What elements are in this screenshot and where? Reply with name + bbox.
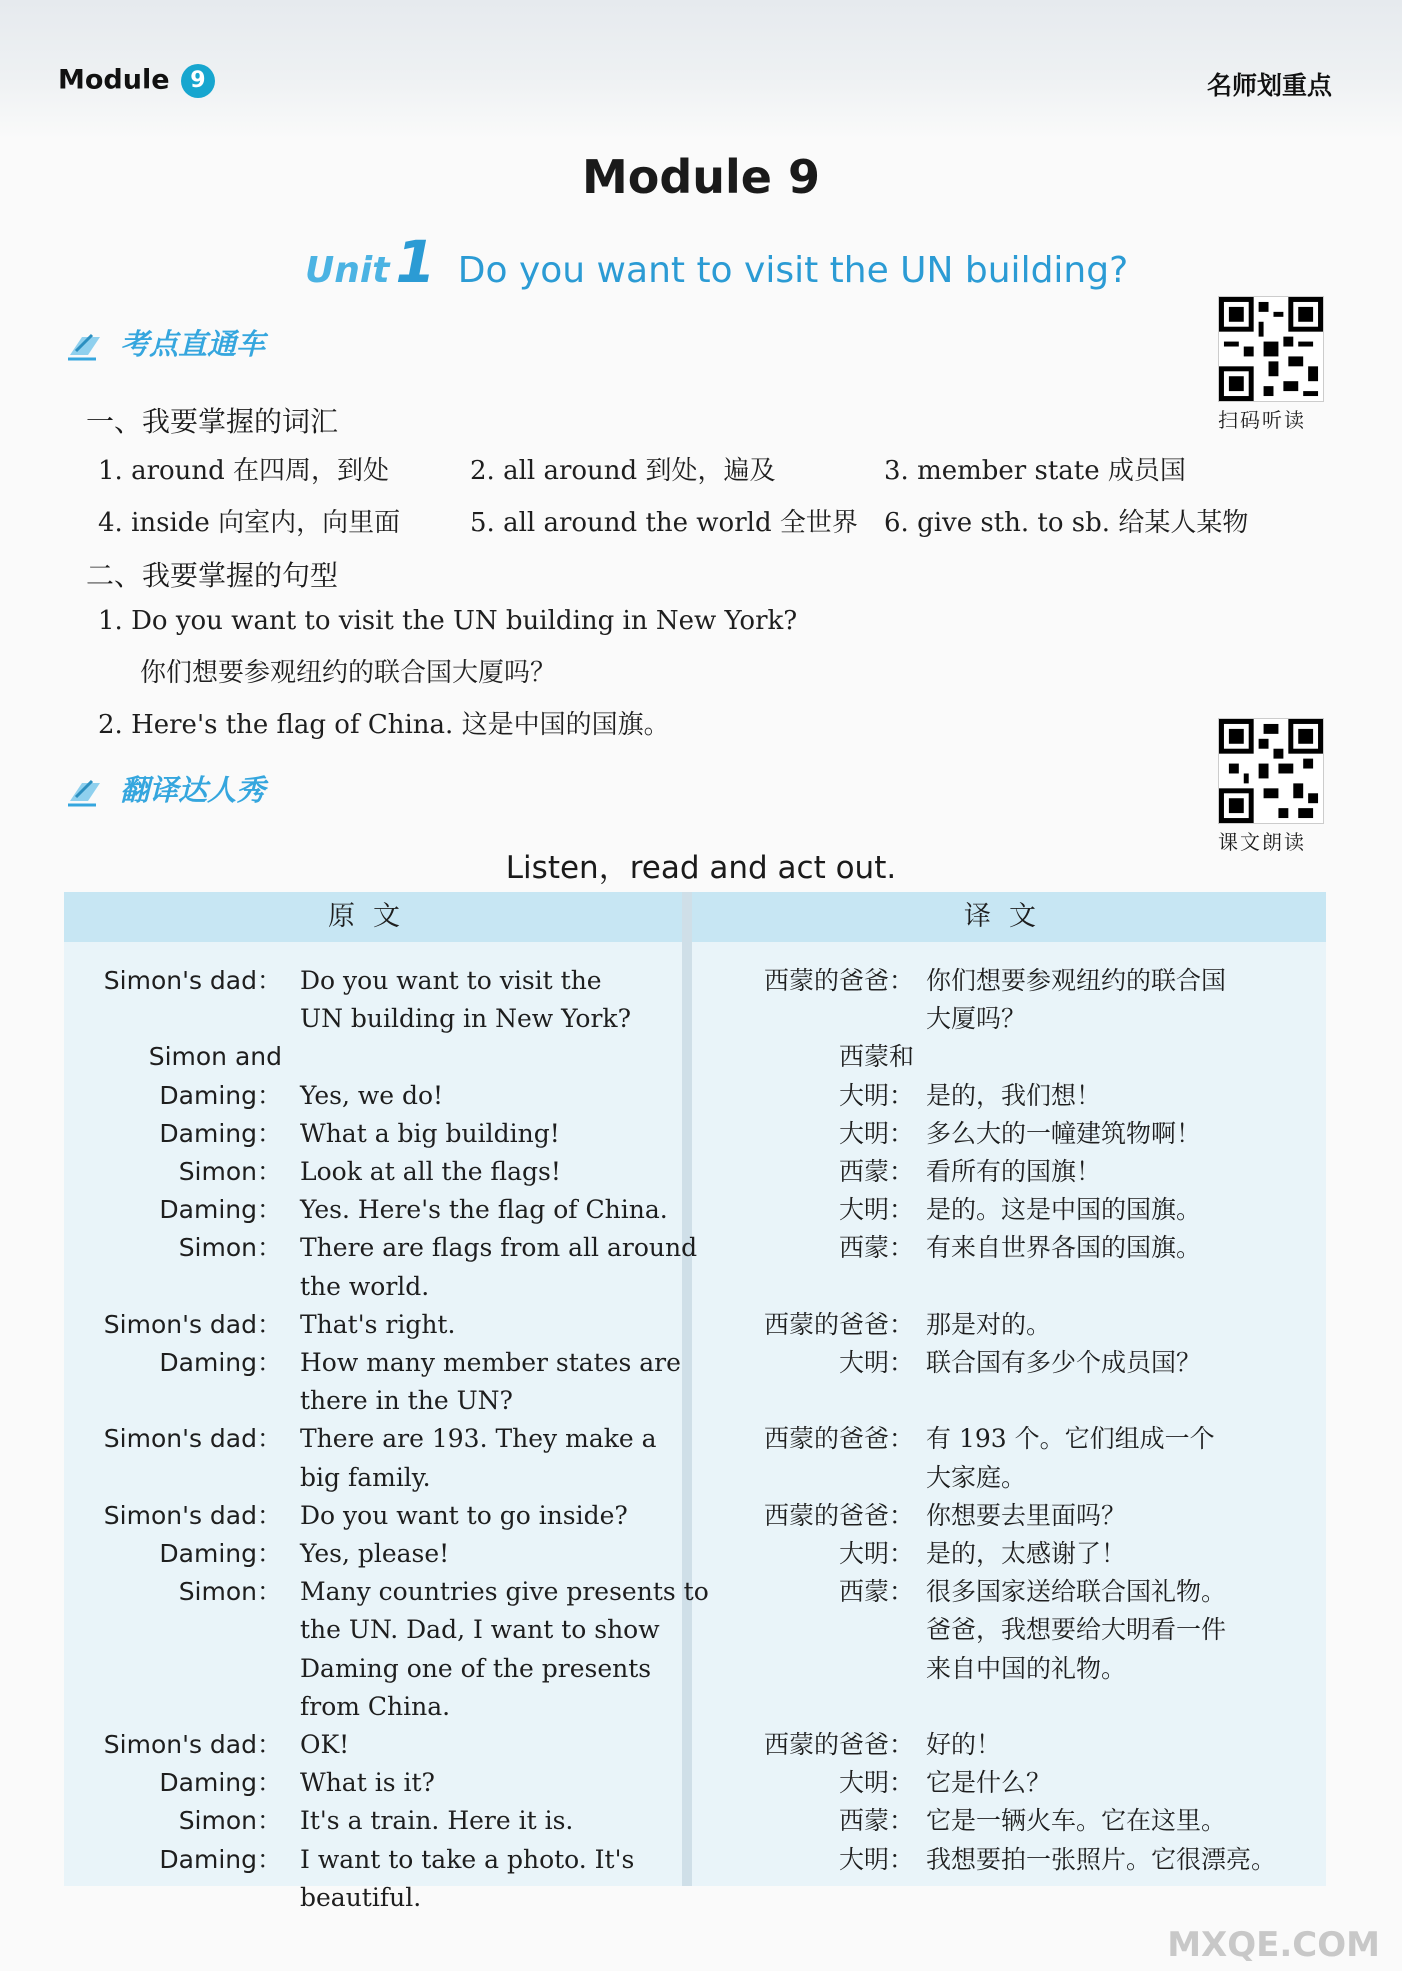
module-tag bbox=[58, 64, 215, 98]
watermark: MXQE.COM bbox=[1167, 1925, 1380, 1965]
dialogue-line-en: Yes, please! bbox=[300, 1539, 450, 1568]
dialogue-line-en: Look at all the flags! bbox=[300, 1157, 561, 1186]
speaker-label-zh: 西蒙： bbox=[838, 1233, 914, 1263]
speaker-label: Simon and bbox=[148, 1042, 282, 1072]
dialogue-table bbox=[64, 892, 1326, 1912]
dialogue-line-zh: 多么大的一幢建筑物啊！ bbox=[926, 1118, 1202, 1148]
speaker-label: Simon： bbox=[178, 1577, 282, 1607]
dialogue-line-en: UN building in New York? bbox=[300, 1004, 631, 1034]
speaker-label-zh: 西蒙： bbox=[838, 1577, 914, 1607]
section-heading-translation bbox=[66, 768, 265, 809]
speaker-label-zh: 大明： bbox=[838, 1539, 914, 1568]
unit-number: 1 bbox=[395, 228, 436, 296]
dialogue-line-zh: 我想要拍一张照片。它很漂亮。 bbox=[926, 1844, 1277, 1874]
vocab-item: 1. around 在四周，到处 bbox=[98, 456, 390, 486]
sentence-heading: 二、我要掌握的句型 bbox=[86, 559, 339, 592]
dialogue-line-en: big family. bbox=[300, 1462, 431, 1492]
speaker-label-zh: 西蒙的爸爸： bbox=[763, 966, 914, 995]
dialogue-line-en: the UN. Dad, I want to show bbox=[300, 1615, 660, 1645]
dialogue-line-zh: 大厦吗？ bbox=[926, 1004, 1027, 1034]
dialogue-line-zh: 你们想要参观纽约的联合国 bbox=[926, 966, 1227, 995]
dialogue-line-zh: 那是对的。 bbox=[926, 1309, 1052, 1339]
vocab-item: 4. inside 向室内，向里面 bbox=[98, 508, 401, 538]
module-label: Module bbox=[58, 64, 170, 96]
speaker-label: Daming： bbox=[159, 1844, 282, 1874]
header-right-label: 名师划重点 bbox=[1206, 71, 1332, 100]
column-header-original: 原文 bbox=[64, 892, 682, 942]
speaker-label-zh: 西蒙的爸爸： bbox=[763, 1424, 914, 1454]
dialogue-line-en: from China. bbox=[300, 1691, 451, 1721]
speaker-label: Simon： bbox=[178, 1157, 282, 1186]
speaker-label: Daming： bbox=[159, 1118, 282, 1148]
vocab-item: 6. give sth. to sb. 给某人某物 bbox=[884, 508, 1249, 538]
dialogue-line-zh: 它是一辆火车。它在这里。 bbox=[926, 1806, 1227, 1836]
dialogue-line-en: What is it? bbox=[300, 1768, 435, 1798]
qr-caption-listen: 扫码听读 bbox=[1218, 408, 1306, 432]
dialogue-line-zh: 它是什么？ bbox=[926, 1768, 1052, 1798]
module-number-badge: 9 bbox=[181, 64, 215, 98]
dialogue-line-en: Yes. Here's the flag of China. bbox=[300, 1195, 668, 1225]
dialogue-instruction: Listen，read and act out. bbox=[505, 850, 897, 886]
sentence-1-english: 1. Do you want to visit the UN building in New York? bbox=[98, 606, 798, 636]
dialogue-line-zh: 是的，太感谢了！ bbox=[926, 1539, 1127, 1568]
dialogue-line-en: beautiful. bbox=[300, 1882, 422, 1912]
vocab-item: 3. member state 成员国 bbox=[884, 456, 1186, 486]
qr-code-listen[interactable] bbox=[1218, 296, 1324, 402]
speaker-label-zh: 大明： bbox=[838, 1768, 914, 1798]
dialogue-line-en: Yes, we do! bbox=[300, 1080, 444, 1110]
vocab-heading: 一、我要掌握的词汇 bbox=[86, 405, 339, 438]
dialogue-line-zh: 大家庭。 bbox=[926, 1462, 1027, 1492]
dialogue-line-en: It's a train. Here it is. bbox=[300, 1806, 574, 1836]
dialogue-line-en: How many member states are bbox=[300, 1348, 681, 1377]
speaker-label: Daming： bbox=[159, 1080, 282, 1110]
unit-heading bbox=[305, 228, 1128, 296]
dialogue-line-zh: 看所有的国旗！ bbox=[926, 1157, 1102, 1186]
section-title: 考点直通车 bbox=[120, 327, 266, 361]
speaker-label: Simon： bbox=[178, 1806, 282, 1836]
qr-caption-reading: 课文朗读 bbox=[1218, 830, 1306, 854]
dialogue-line-en: Do you want to visit the bbox=[300, 966, 602, 995]
dialogue-line-en: What a big building! bbox=[300, 1118, 560, 1148]
speaker-label: Daming： bbox=[159, 1195, 282, 1225]
dialogue-line-zh: 爸爸，我想要给大明看一件 bbox=[926, 1615, 1227, 1645]
speaker-label: Simon's dad： bbox=[103, 1500, 282, 1530]
dialogue-line-zh: 联合国有多少个成员国？ bbox=[926, 1348, 1202, 1377]
vocab-item: 2. all around 到处，遍及 bbox=[470, 456, 776, 486]
speaker-label: Daming： bbox=[159, 1348, 282, 1377]
dialogue-line-zh: 很多国家送给联合国礼物。 bbox=[926, 1577, 1227, 1607]
dialogue-line-zh: 好的！ bbox=[926, 1730, 1002, 1759]
dialogue-line-en: There are flags from all around bbox=[300, 1233, 698, 1263]
dialogue-line-en: I want to take a photo. It's bbox=[300, 1844, 635, 1874]
section-heading-key-points bbox=[66, 322, 265, 363]
sentence-1-chinese: 你们想要参观纽约的联合国大厦吗？ bbox=[140, 658, 557, 688]
dialogue-line-en: OK! bbox=[300, 1730, 350, 1759]
dialogue-line-en: There are 193. They make a bbox=[300, 1424, 657, 1454]
speaker-label: Simon's dad： bbox=[103, 1730, 282, 1759]
dialogue-line-en: Many countries give presents to bbox=[300, 1577, 709, 1607]
pencil-book-icon bbox=[66, 331, 104, 361]
speaker-label-zh: 大明： bbox=[838, 1118, 914, 1148]
dialogue-line-en: Do you want to go inside? bbox=[300, 1500, 628, 1530]
speaker-label-zh: 西蒙的爸爸： bbox=[763, 1309, 914, 1339]
speaker-label: Simon： bbox=[178, 1233, 282, 1263]
speaker-label-zh: 大明： bbox=[838, 1080, 914, 1110]
sentence-2: 2. Here's the flag of China. 这是中国的国旗。 bbox=[98, 710, 670, 740]
speaker-label: Daming： bbox=[159, 1768, 282, 1798]
speaker-label-zh: 西蒙和 bbox=[838, 1042, 914, 1072]
speaker-label-zh: 西蒙： bbox=[838, 1157, 914, 1186]
dialogue-line-en: Daming one of the presents bbox=[300, 1653, 652, 1683]
dialogue-line-zh: 来自中国的礼物。 bbox=[926, 1653, 1127, 1683]
dialogue-line-zh: 你想要去里面吗？ bbox=[926, 1500, 1127, 1530]
dialogue-line-en: the world. bbox=[300, 1271, 430, 1301]
dialogue-line-en: there in the UN? bbox=[300, 1386, 513, 1416]
speaker-label-zh: 西蒙的爸爸： bbox=[763, 1730, 914, 1759]
speaker-label-zh: 西蒙的爸爸： bbox=[763, 1500, 914, 1530]
speaker-label-zh: 大明： bbox=[838, 1844, 914, 1874]
page-title: Module 9 bbox=[581, 150, 821, 204]
dialogue-line-zh: 有 193 个。它们组成一个 bbox=[926, 1424, 1215, 1454]
speaker-label: Daming： bbox=[159, 1539, 282, 1568]
speaker-label-zh: 西蒙： bbox=[838, 1806, 914, 1836]
column-header-translation: 译文 bbox=[692, 892, 1326, 942]
speaker-label: Simon's dad： bbox=[103, 1309, 282, 1339]
unit-title: Do you want to visit the UN building? bbox=[457, 250, 1129, 291]
dialogue-line-zh: 是的，我们想！ bbox=[926, 1080, 1102, 1110]
column-divider bbox=[682, 892, 692, 1886]
vocab-item: 5. all around the world 全世界 bbox=[470, 508, 858, 538]
dialogue-line-zh: 是的。这是中国的国旗。 bbox=[926, 1195, 1202, 1225]
pencil-book-icon bbox=[66, 777, 104, 807]
dialogue-line-zh: 有来自世界各国的国旗。 bbox=[926, 1233, 1202, 1263]
speaker-label-zh: 大明： bbox=[838, 1195, 914, 1225]
unit-word: Unit bbox=[305, 250, 390, 291]
speaker-label: Simon's dad： bbox=[103, 966, 282, 995]
qr-code-reading[interactable] bbox=[1218, 718, 1324, 824]
speaker-label: Simon's dad： bbox=[103, 1424, 282, 1454]
section-title: 翻译达人秀 bbox=[120, 773, 266, 807]
dialogue-line-en: That's right. bbox=[300, 1309, 456, 1339]
speaker-label-zh: 大明： bbox=[838, 1348, 914, 1377]
